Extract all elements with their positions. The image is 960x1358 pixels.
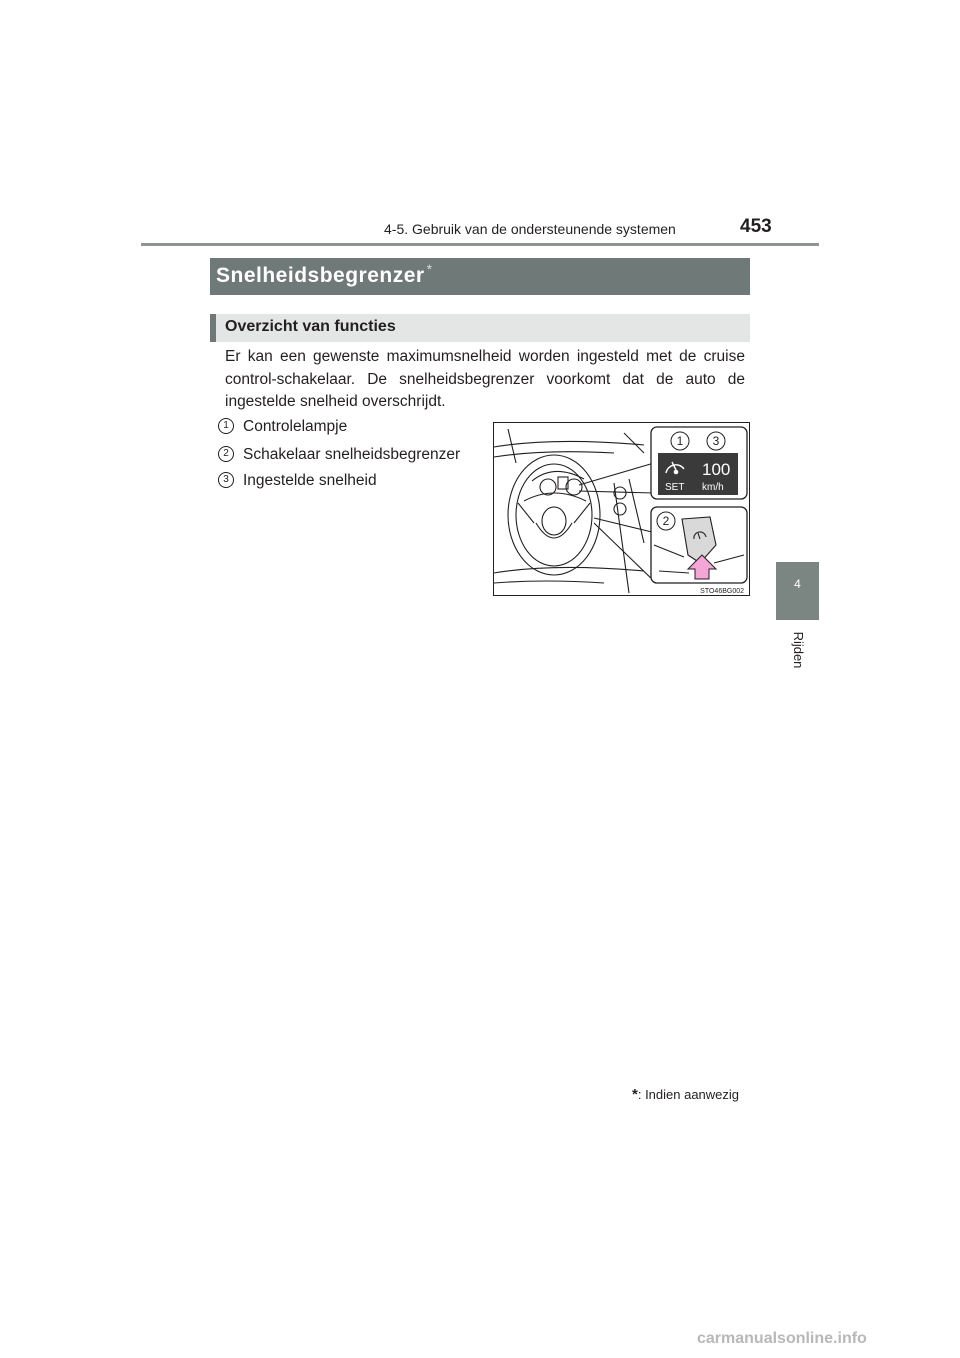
item-number-1: 1 xyxy=(218,418,234,434)
display-set-label: SET xyxy=(665,482,685,493)
item-label-2: Schakelaar snelheidsbegrenzer xyxy=(243,446,461,463)
item-number-2: 2 xyxy=(218,446,234,462)
subsection-title: Overzicht van functies xyxy=(225,318,396,335)
footnote xyxy=(632,1086,739,1103)
intro-paragraph: Er kan een gewenste maximumsnelheid worden ingesteld met de cruise control-schakelaar. De snelheidsbegrenzer voorkomt dat de auto de ingestelde snelheid overschrijdt. xyxy=(225,348,745,410)
chapter-label: Rijden xyxy=(791,631,806,669)
callout-number-2: 2 xyxy=(662,514,670,528)
display-speed: 100 xyxy=(702,460,731,479)
figure-code: STO46BG002 xyxy=(700,588,744,595)
header-rule xyxy=(141,243,819,246)
subsection-accent xyxy=(210,314,216,342)
optional-equipment-mark: * xyxy=(426,261,433,277)
section-title xyxy=(216,261,433,288)
dashboard-illustration xyxy=(493,422,750,596)
running-header: 4-5. Gebruik van de ondersteunende systemen xyxy=(384,221,676,237)
page-number: 453 xyxy=(740,216,772,237)
footnote-text: : Indien aanwezig xyxy=(637,1087,740,1102)
item-label-3: Ingestelde snelheid xyxy=(243,472,377,489)
chapter-tab xyxy=(776,562,819,620)
item-label-1: Controlelampje xyxy=(243,418,348,435)
callout-number-3: 3 xyxy=(712,434,720,448)
display-unit: km/h xyxy=(702,482,724,493)
callout-number-1: 1 xyxy=(676,434,684,448)
footnote-mark: * xyxy=(632,1086,638,1103)
watermark: carmanualsonline.info xyxy=(697,1330,867,1347)
item-number-3: 3 xyxy=(218,472,234,488)
dashboard-drawing xyxy=(494,423,750,596)
chapter-number: 4 xyxy=(794,577,801,591)
section-title-text: Snelheidsbegrenzer xyxy=(216,264,425,287)
